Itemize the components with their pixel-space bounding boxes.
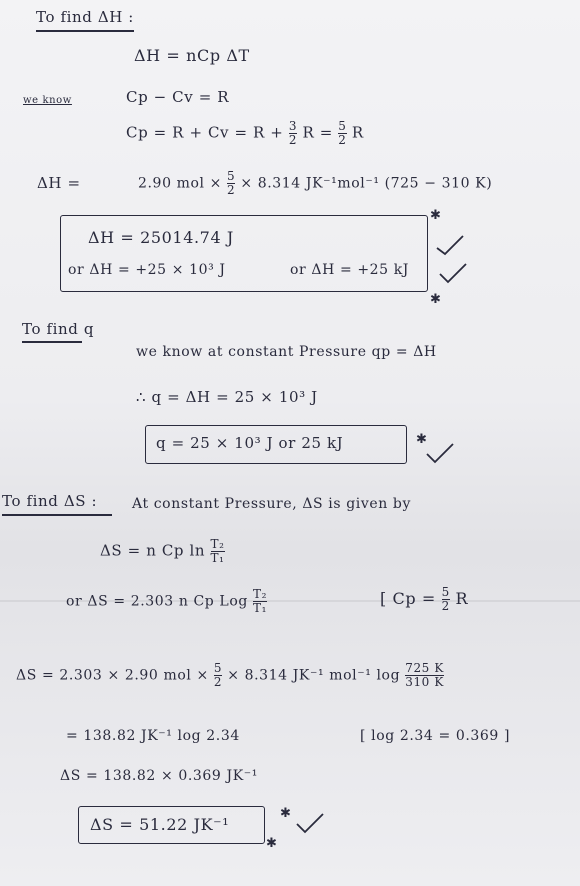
fraction: $\frac{\text{T₂}}{\text{T₁}}$ bbox=[252, 587, 267, 615]
ds-result: ΔS = 51.22 JK⁻¹ bbox=[90, 815, 230, 834]
ds-simplified: = 138.82 JK⁻¹ log 2.34 bbox=[66, 728, 240, 744]
fraction: $\frac{725 K}{310 K}$ bbox=[405, 661, 444, 689]
asterisk-mark: ✱ bbox=[416, 432, 427, 447]
fraction: $\frac{5}{2}$ bbox=[338, 119, 347, 147]
heading-underline bbox=[22, 341, 82, 343]
dh-calculation: 2.90 mol × $\frac{5}{2}$ × 8.314 JK⁻¹mol⁻¹ (725 − 310 K) bbox=[138, 169, 493, 197]
fraction: $\frac{5}{2}$ bbox=[441, 585, 450, 613]
fraction: $\frac{5}{2}$ bbox=[227, 169, 236, 197]
dh-result-box bbox=[60, 215, 428, 292]
heading-underline bbox=[36, 30, 134, 32]
ds-product: ΔS = 138.82 × 0.369 JK⁻¹ bbox=[60, 768, 258, 784]
q-equals-dh: ∴ q = ΔH = 25 × 10³ J bbox=[136, 388, 318, 406]
ds-calculation: ΔS = 2.303 × 2.90 mol × $\frac{5}{2}$ × 8.314 JK⁻¹ mol⁻¹ log $\frac{725 K}{310 K}$ bbox=[16, 661, 444, 689]
q-result: q = 25 × 10³ J or 25 kJ bbox=[156, 434, 344, 452]
dh-result-kj: or ΔH = +25 kJ bbox=[290, 262, 410, 278]
asterisk-mark: ✱ bbox=[266, 836, 277, 851]
asterisk-mark: ✱ bbox=[430, 208, 441, 223]
q-constant-pressure: we know at constant Pressure qp = ΔH bbox=[136, 344, 437, 360]
heading-find-dh: To find ΔH : bbox=[36, 8, 134, 26]
asterisk-mark: ✱ bbox=[430, 292, 441, 307]
dh-formula: ΔH = nCp ΔT bbox=[134, 46, 250, 65]
heading-underline bbox=[2, 514, 112, 516]
fraction: $\frac{5}{2}$ bbox=[213, 661, 223, 689]
cp-relation: Cp = R + Cv = R + $\frac{3}{2}$ R = $\frac{5}{2}$ R bbox=[126, 119, 364, 147]
log-value-note: [ log 2.34 = 0.369 ] bbox=[360, 728, 511, 744]
dh-calc-lhs: ΔH = bbox=[37, 174, 81, 192]
fraction: $\frac{\text{T₂}}{\text{T₁}}$ bbox=[210, 537, 225, 565]
dh-result: ΔH = 25014.74 J bbox=[88, 228, 234, 247]
dh-result-sci: or ΔH = +25 × 10³ J bbox=[68, 262, 226, 278]
ds-formula-log: or ΔS = 2.303 n Cp Log $\frac{\text{T₂}}{\text{T₁}}$ bbox=[66, 587, 267, 615]
check-mark-icon bbox=[438, 262, 468, 284]
fraction: $\frac{3}{2}$ bbox=[288, 119, 298, 147]
check-mark-icon bbox=[425, 442, 455, 464]
check-mark-icon bbox=[435, 234, 465, 256]
check-mark-icon bbox=[295, 812, 325, 834]
ds-formula-ln: ΔS = n Cp ln $\frac{\text{T₂}}{\text{T₁}}$ bbox=[100, 537, 225, 565]
asterisk-mark: ✱ bbox=[280, 806, 291, 821]
cp-cv-relation: Cp − Cv = R bbox=[126, 88, 230, 106]
cp-note: [ Cp = $\frac{5}{2}$ R bbox=[380, 585, 469, 613]
we-know-label: we know bbox=[23, 95, 72, 106]
heading-find-ds: To find ΔS : bbox=[2, 492, 98, 510]
ds-intro: At constant Pressure, ΔS is given by bbox=[132, 496, 411, 512]
heading-find-q: To find q bbox=[22, 320, 95, 338]
